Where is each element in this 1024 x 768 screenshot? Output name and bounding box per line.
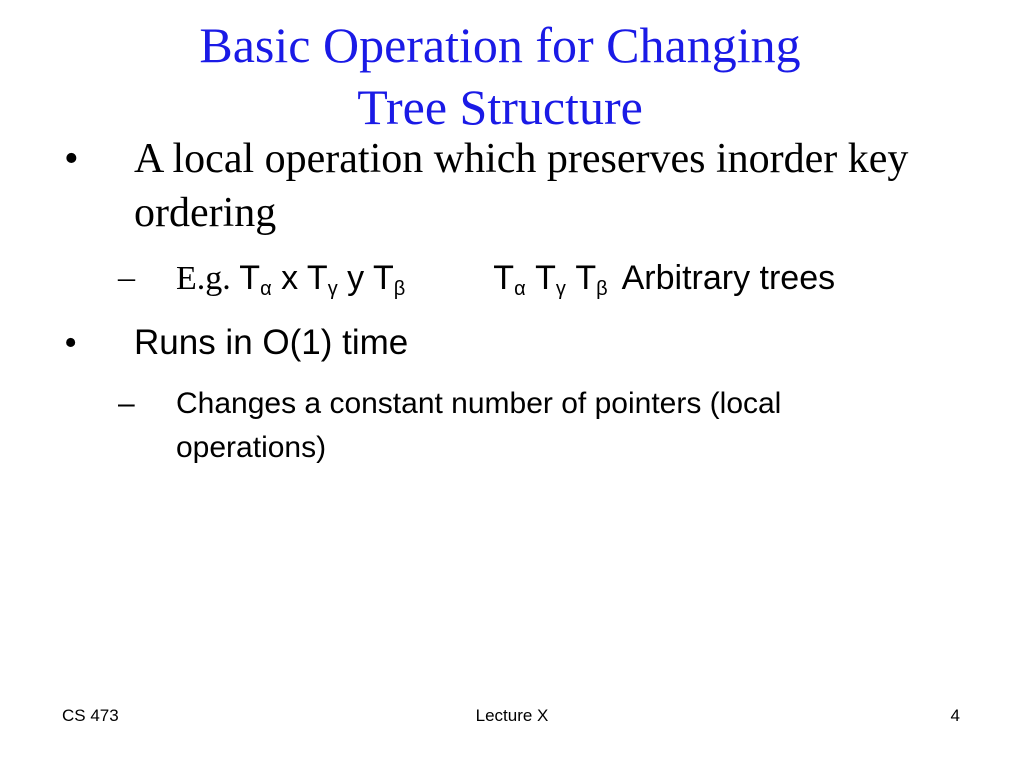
bullet-1-marker: • xyxy=(64,136,79,182)
title-line-2: Tree Structure xyxy=(357,79,643,135)
footer-course: CS 473 xyxy=(62,706,119,725)
t-symbol: T xyxy=(535,259,556,297)
beta-subscript: β xyxy=(393,278,406,300)
bullet-2-text: Runs in O(1) time xyxy=(134,323,409,362)
beta-subscript: β xyxy=(596,278,608,300)
alpha-subscript: α xyxy=(260,278,272,300)
gamma-subscript: γ xyxy=(327,278,338,300)
eg-label: E.g. xyxy=(176,260,231,297)
gamma-subscript: γ xyxy=(555,278,566,300)
bullet-2-marker: • xyxy=(64,322,78,364)
y-node: y xyxy=(347,259,365,297)
expression-right xyxy=(493,259,608,300)
x-node: x xyxy=(281,259,299,297)
sub-bullet-1-text xyxy=(176,257,996,310)
t-symbol: T xyxy=(493,259,515,297)
sub-bullet-1-marker: – xyxy=(118,259,135,296)
t-symbol: T xyxy=(306,259,328,297)
bullet-1-text: A local operation which preserves inorder key ordering xyxy=(134,136,909,236)
arbitrary-trees-label: Arbitrary trees xyxy=(621,259,836,297)
sub-bullet-2-marker: – xyxy=(118,387,135,420)
t-symbol: T xyxy=(575,259,597,297)
slide-title xyxy=(0,14,1000,138)
sub-bullet-2-text: Changes a constant number of pointers (local operations) xyxy=(176,387,782,464)
footer-page-number: 4 xyxy=(950,706,960,725)
title-line-1: Basic Operation for Changing xyxy=(199,17,801,73)
alpha-subscript: α xyxy=(514,278,526,300)
t-symbol: T xyxy=(373,259,394,297)
t-symbol: T xyxy=(239,259,261,297)
expression-left xyxy=(239,259,406,300)
footer-lecture: Lecture X xyxy=(475,706,549,725)
